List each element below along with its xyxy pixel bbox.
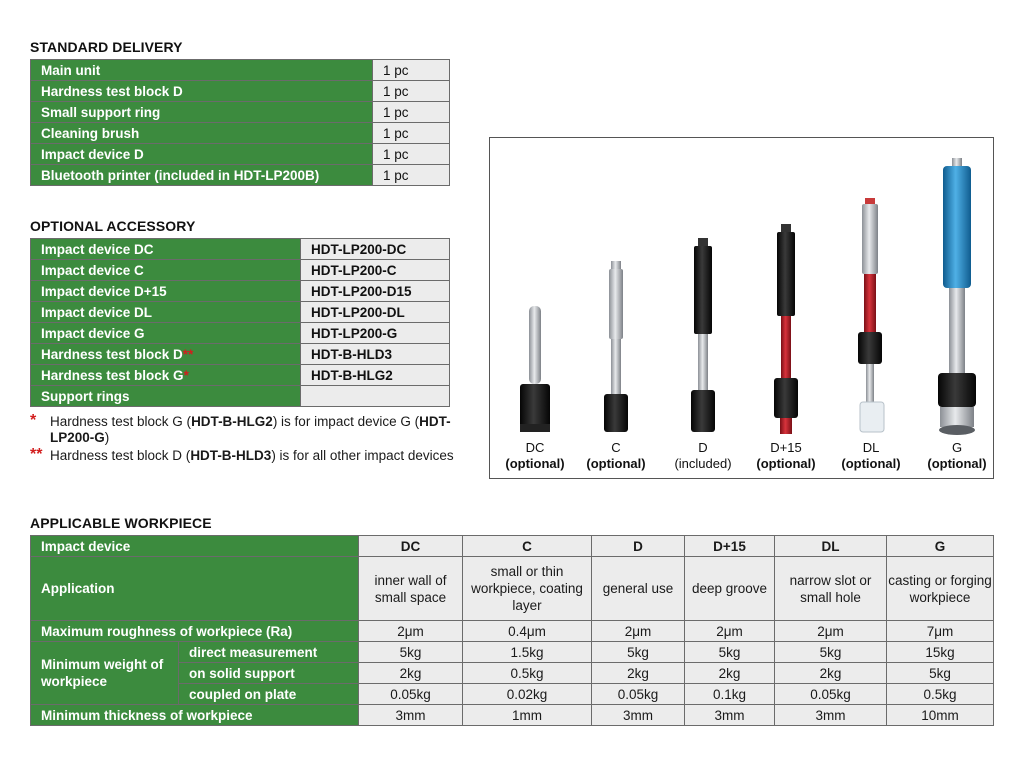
weight-cell: 5kg — [775, 642, 887, 663]
roughness-label: Maximum roughness of workpiece (Ra) — [31, 621, 359, 642]
application-label: Application — [31, 557, 359, 621]
delivery-qty: 1 pc — [373, 144, 450, 165]
weight-cell: 15kg — [887, 642, 994, 663]
caption-d15: D+15 (optional) — [756, 440, 816, 471]
delivery-item: Cleaning brush — [31, 123, 373, 144]
table-row — [31, 281, 450, 302]
application-cell: casting or forging workpiece — [887, 557, 994, 621]
table-row — [31, 323, 450, 344]
accessory-code: HDT-LP200-DC — [301, 239, 450, 260]
device-header: DC — [359, 536, 463, 557]
caption-dl: DL (optional) — [841, 440, 901, 471]
weight-cell: 0.05kg — [592, 684, 685, 705]
weight-cell: 2kg — [775, 663, 887, 684]
asterisk-mark: * — [183, 367, 189, 383]
delivery-item: Main unit — [31, 60, 373, 81]
roughness-cell: 7μm — [887, 621, 994, 642]
table-row — [31, 123, 450, 144]
roughness-cell: 2μm — [685, 621, 775, 642]
impact-device-dl — [858, 198, 884, 432]
delivery-item: Bluetooth printer (included in HDT-LP200B) — [31, 165, 373, 186]
device-header: DL — [775, 536, 887, 557]
weight-label: Minimum weight of workpiece — [31, 642, 179, 705]
footnote-double-asterisk: ** Hardness test block D (HDT-B-HLD3) is for all other impact devices — [30, 446, 454, 463]
thickness-cell: 3mm — [775, 705, 887, 726]
delivery-qty: 1 pc — [373, 123, 450, 144]
weight-cell: 5kg — [887, 663, 994, 684]
double-asterisk-mark: ** — [30, 446, 43, 463]
accessory-code: HDT-LP200-D15 — [301, 281, 450, 302]
delivery-item: Hardness test block D — [31, 81, 373, 102]
thickness-cell: 10mm — [887, 705, 994, 726]
weight-cell: 2kg — [685, 663, 775, 684]
table-row — [31, 239, 450, 260]
accessory-code: HDT-B-HLG2 — [301, 365, 450, 386]
weight-cell: 0.02kg — [463, 684, 592, 705]
table-row — [31, 102, 450, 123]
roughness-cell: 2μm — [359, 621, 463, 642]
thickness-cell: 3mm — [592, 705, 685, 726]
delivery-qty: 1 pc — [373, 165, 450, 186]
weight-cell: 0.1kg — [685, 684, 775, 705]
weight-sublabel: direct measurement — [179, 642, 359, 663]
impact-devices-photo — [489, 137, 994, 479]
thickness-cell: 1mm — [463, 705, 592, 726]
table-row — [31, 165, 450, 186]
application-cell: deep groove — [685, 557, 775, 621]
table-row — [31, 642, 994, 663]
double-asterisk-mark: ** — [182, 346, 194, 362]
delivery-qty: 1 pc — [373, 81, 450, 102]
standard-delivery-title: STANDARD DELIVERY — [30, 39, 183, 55]
weight-sublabel: coupled on plate — [179, 684, 359, 705]
accessory-item: Impact device G — [31, 323, 301, 344]
accessory-code: HDT-LP200-G — [301, 323, 450, 344]
weight-cell: 0.05kg — [775, 684, 887, 705]
weight-sublabel: on solid support — [179, 663, 359, 684]
table-row — [31, 705, 994, 726]
delivery-qty: 1 pc — [373, 60, 450, 81]
weight-cell: 5kg — [685, 642, 775, 663]
table-row — [31, 557, 994, 621]
accessory-item: Impact device D+15 — [31, 281, 301, 302]
weight-cell: 2kg — [359, 663, 463, 684]
accessory-code: HDT-B-HLD3 — [301, 344, 450, 365]
device-header: D — [592, 536, 685, 557]
footnote-single-asterisk: * Hardness test block G (HDT-B-HLG2) is for impact device G (HDT-LP200-G) — [30, 412, 451, 445]
caption-dc: DC (optional) — [505, 440, 565, 471]
optional-accessory-table — [30, 238, 450, 407]
applicable-workpiece-table — [30, 535, 994, 726]
impact-devices-illustration — [490, 138, 993, 478]
table-row — [31, 260, 450, 281]
weight-cell: 1.5kg — [463, 642, 592, 663]
device-header: D+15 — [685, 536, 775, 557]
table-row — [31, 144, 450, 165]
thickness-cell: 3mm — [359, 705, 463, 726]
application-cell: small or thin workpiece, coating layer — [463, 557, 592, 621]
impact-device-d — [691, 238, 715, 432]
accessory-code: HDT-LP200-C — [301, 260, 450, 281]
delivery-qty: 1 pc — [373, 102, 450, 123]
device-header: G — [887, 536, 994, 557]
thickness-label: Minimum thickness of workpiece — [31, 705, 359, 726]
caption-d: D (included) — [674, 440, 732, 471]
device-header: C — [463, 536, 592, 557]
footnotes — [30, 414, 460, 466]
caption-g: G (optional) — [927, 440, 987, 471]
applicable-workpiece-title: APPLICABLE WORKPIECE — [30, 515, 212, 531]
application-cell: general use — [592, 557, 685, 621]
thickness-cell: 3mm — [685, 705, 775, 726]
delivery-item: Small support ring — [31, 102, 373, 123]
weight-cell: 0.5kg — [887, 684, 994, 705]
accessory-item: Impact device DC — [31, 239, 301, 260]
asterisk-mark: * — [30, 412, 37, 429]
weight-cell: 2kg — [592, 663, 685, 684]
table-row — [31, 81, 450, 102]
optional-accessory-title: OPTIONAL ACCESSORY — [30, 218, 196, 234]
roughness-cell: 0.4μm — [463, 621, 592, 642]
weight-cell: 5kg — [359, 642, 463, 663]
delivery-item: Impact device D — [31, 144, 373, 165]
impact-device-c — [604, 261, 628, 432]
accessory-code — [301, 386, 450, 407]
table-row — [31, 365, 450, 386]
accessory-item: Impact device DL — [31, 302, 301, 323]
roughness-cell: 2μm — [592, 621, 685, 642]
table-row — [31, 302, 450, 323]
table-row — [31, 621, 994, 642]
accessory-code: HDT-LP200-DL — [301, 302, 450, 323]
table-row — [31, 536, 994, 557]
weight-cell: 5kg — [592, 642, 685, 663]
impact-device-d15 — [774, 224, 798, 434]
weight-cell: 0.05kg — [359, 684, 463, 705]
weight-cell: 0.5kg — [463, 663, 592, 684]
impact-device-header: Impact device — [31, 536, 359, 557]
accessory-item: Hardness test block G* — [31, 365, 301, 386]
accessory-item: Support rings — [31, 386, 301, 407]
application-cell: inner wall of small space — [359, 557, 463, 621]
roughness-cell: 2μm — [775, 621, 887, 642]
impact-device-g — [938, 158, 976, 435]
table-row — [31, 386, 450, 407]
accessory-item: Impact device C — [31, 260, 301, 281]
accessory-item: Hardness test block D** — [31, 344, 301, 365]
impact-device-dc — [520, 306, 550, 432]
table-row — [31, 60, 450, 81]
caption-c: C (optional) — [586, 440, 646, 471]
standard-delivery-table — [30, 59, 450, 186]
application-cell: narrow slot or small hole — [775, 557, 887, 621]
table-row — [31, 344, 450, 365]
